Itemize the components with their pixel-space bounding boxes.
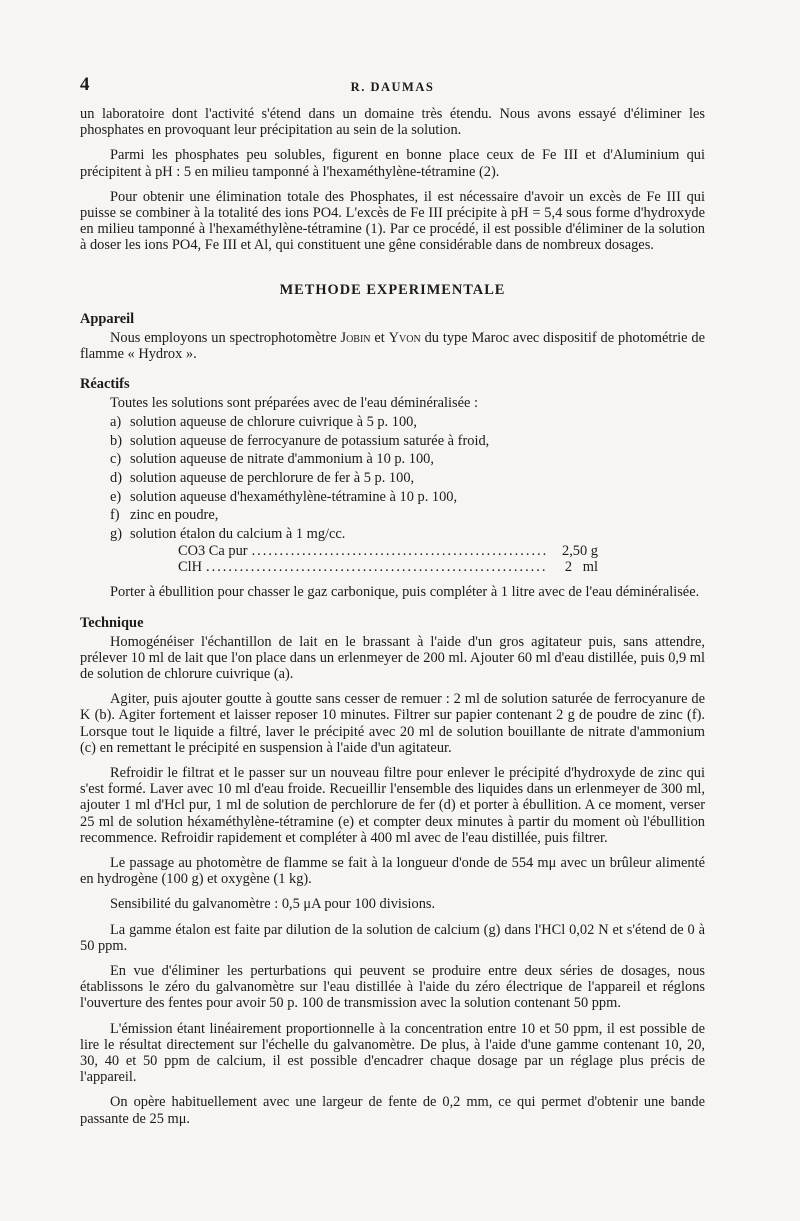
intro-paragraph: un laboratoire dont l'activité s'étend dans un domaine très étendu. Nous avons essayé d'éliminer les phosphates en provoquant leur précipitation au sein de la solution. [80,106,705,139]
list-item: d) solution aqueuse de perchlorure de fer à 5 p. 100, [110,470,415,487]
technique-paragraph: La gamme étalon est faite par dilution de la solution de calcium (g) dans l'HCl 0,02 N et s'étend de 0 à 50 ppm. [80,921,705,954]
technique-paragraph: Homogénéiser l'échantillon de lait en le brassant à l'aide d'un gros agitateur puis, sans attendre, prélever 10 ml de lait que l'on place dans un erlenmeyer de 200 ml. Ajouter 60 ml d'eau distillée, puis 0,9 ml de solution de chlorure cuivrique (a). [80,633,705,682]
technique-paragraph: Sensibilité du galvanomètre : 0,5 μA pour 100 divisions. [110,896,436,913]
intro-paragraph: Parmi les phosphates peu solubles, figurent en bonne place ceux de Fe III et d'Aluminium qui précipitent à pH : 5 en milieu tamponné à l'hexaméthylène-tétramine (2). [80,147,705,180]
technique-paragraph: En vue d'éliminer les perturbations qui peuvent se produire entre deux séries de dosages, nous établissons le zéro du galvanomètre sur l'eau distillée à l'aide du zéro électrique de l'appareil et réglons l'ouverture des fentes pour avoir 50 p. 100 de transmission avec la solution contenant 50 ppm. [80,963,705,1012]
technique-paragraph: Refroidir le filtrat et le passer sur un nouveau filtre pour enlever le précipité d'hydroxyde de zinc qui s'est formé. Laver avec 10 ml d'eau froide. Recueillir l'ensemble des liquides dans un erlenmeyer de 300 ml, ajouter 1 ml d'Hcl pur, 1 ml de solution de perchlorure de fer (d) et porter à ébullition. A ce moment, verser 25 ml de solution héxaméthylène-tétramine (e) et compter deux minutes à partir du moment où l'ébullition recommence. Refroidir rapidement et compléter à 400 ml avec de l'eau distillée, puis filtrer. [80,765,705,846]
technique-paragraph: Agiter, puis ajouter goutte à goutte sans cesser de remuer : 2 ml de solution saturée de ferrocyanure de K (b). Agiter fortement et laisser reposer 10 minutes. Filtrer sur papier contenant 2 g de poudre de zinc (f). Lorsque tout le liquide a filtré, laver le précipité avec 20 ml de solution bouillante de nitrate d'ammonium (c) en remettant le précipité en suspension à l'aide d'un agitateur. [80,691,705,756]
list-item: c) solution aqueuse de nitrate d'ammonium à 10 p. 100, [110,451,434,468]
intro-paragraph: Pour obtenir une élimination totale des Phosphates, il est nécessaire d'avoir un excès de Fe III qui puisse se combiner à la totalité des ions PO4. L'excès de Fe III précipite à pH = 5,4 sous forme d'hydroxyde en milieu tamponné à l'hexaméthylène-tétramine (1). Par ce procédé, il est possible d'éliminer de la solution à doser les ions PO4, Fe III et Al, qui constituent une gêne considérable dans de nombreux dosages. [80,188,705,254]
subheading-appareil: Appareil [80,310,135,327]
reactifs-intro: Toutes les solutions sont préparées avec de l'eau déminéralisée : [110,395,479,412]
section-title: METHODE EXPERIMENTALE [279,281,506,298]
list-item: g) solution étalon du calcium à 1 mg/cc. [110,525,346,542]
technique-paragraph: On opère habituellement avec une largeur de fente de 0,2 mm, ce qui permet d'obtenir une bande passante de 25 mμ. [80,1094,705,1127]
page [80,74,705,1127]
technique-paragraph: Le passage au photomètre de flamme se fait à la longueur d'onde de 554 mμ avec un brûleur alimenté en hydrogène (100 g) et oxygène (1 kg). [80,855,705,888]
list-item: f) zinc en poudre, [110,507,219,524]
list-item: b) solution aqueuse de ferrocyanure de potassium saturée à froid, [110,432,490,449]
subheading-technique: Technique [80,614,144,631]
running-header [80,74,705,96]
subheading-reactifs: Réactifs [80,376,130,393]
list-item: e) solution aqueuse d'hexaméthylène-tétramine à 10 p. 100, [110,488,458,505]
reactifs-closing: Porter à ébullition pour chasser le gaz carbonique, puis compléter à 1 litre avec de l'eau déminéralisée. [110,584,700,601]
composition-row: CO3 Ca pur ..... 2,50 g [178,543,598,559]
running-title: R. DAUMAS [350,80,435,94]
composition-row: ClH ..... 2 ml [178,559,598,575]
reagent-list [110,413,705,543]
list-item: a) solution aqueuse de chlorure cuivrique à 5 p. 100, [110,414,417,431]
appareil-paragraph: Nous employons un spectrophotomètre Jobin et Yvon du type Maroc avec dispositif de photométrie de flamme « Hydrox ». [80,329,705,362]
page-number: 4 [80,74,90,95]
technique-paragraph: L'émission étant linéairement proportionnelle à la concentration entre 10 et 50 ppm, il est possible de lire le résultat directement sur l'échelle du galvanomètre. De plus, à l'aide d'une gamme contenant 10, 20, 30, 40 et 50 ppm de calcium, il est possible d'encadrer chaque dosage par un réglage plus précis de l'appareil. [80,1020,705,1086]
